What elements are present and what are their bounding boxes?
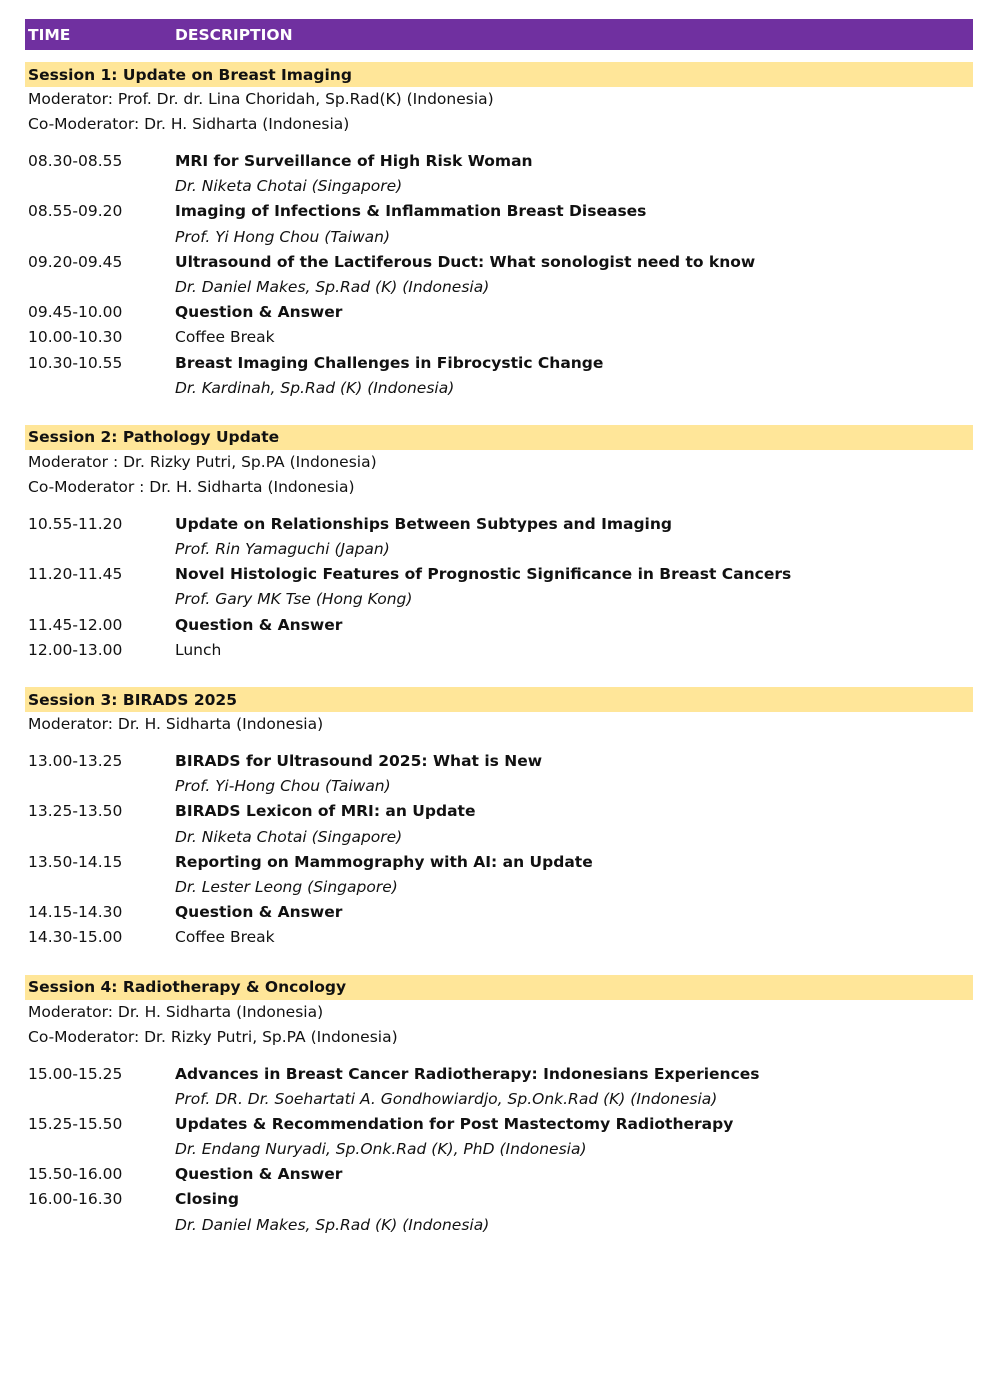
speaker-row [25,225,973,250]
moderator-line: Moderator: Dr. H. Sidharta (Indonesia) [28,1002,324,1021]
talk-title: Lunch [175,640,222,659]
talk-title: Question & Answer [175,615,343,634]
moderator-line: Co-Moderator: Dr. H. Sidharta (Indonesia) [28,115,350,133]
talk-title: Coffee Break [175,928,275,947]
time-spacer [25,825,175,850]
time-spacer [25,774,175,799]
time-slot: 15.00-15.25 [28,1064,123,1083]
session-items [25,1062,973,1238]
time-slot: 14.15-14.30 [28,903,123,922]
speaker-name: Dr. Kardinah, Sp.Rad (K) (Indonesia) [175,378,455,397]
session-block [25,425,973,663]
time-spacer [25,376,175,401]
talk-title: Breast Imaging Challenges in Fibrocystic Change [175,353,604,372]
time-slot: 08.55-09.20 [28,202,123,221]
talk-title: Update on Relationships Between Subtypes and Imaging [175,514,672,533]
schedule-row [25,613,973,638]
speaker-row [25,275,973,300]
talk-title: Novel Histologic Features of Prognostic Significance in Breast Cancers [175,565,792,584]
speaker-row [25,1087,973,1112]
talk-title: Imaging of Infections & Inflammation Breast Diseases [175,202,647,221]
session-block [25,62,973,401]
moderator-line: Moderator : Dr. Rizky Putri, Sp.PA (Indonesia) [28,452,377,471]
speaker-name: Prof. Yi-Hong Chou (Taiwan) [175,777,391,796]
speaker-name: Dr. Niketa Chotai (Singapore) [175,177,403,196]
time-slot: 16.00-16.30 [28,1190,123,1209]
talk-title: Reporting on Mammography with AI: an Update [175,852,593,871]
speaker-row [25,174,973,199]
schedule-row [25,149,973,174]
talk-title: Updates & Recommendation for Post Mastectomy Radiotherapy [175,1114,734,1133]
schedule-row [25,250,973,275]
speaker-row [25,1137,973,1162]
schedule-row [25,562,973,587]
session-items [25,749,973,951]
speaker-row [25,774,973,799]
speaker-name: Prof. DR. Dr. Soehartati A. Gondhowiardjo, Sp.Onk.Rad (K) (Indonesia) [175,1089,718,1108]
talk-title: Question & Answer [175,303,343,322]
table-header [25,19,973,50]
time-spacer [25,587,175,612]
moderator-line: Co-Moderator : Dr. H. Sidharta (Indonesia) [28,477,355,496]
session-block [25,975,973,1238]
session-items [25,149,973,401]
moderator-line: Co-Moderator: Dr. Rizky Putri, Sp.PA (Indonesia) [28,1027,398,1046]
time-slot: 10.30-10.55 [28,353,123,372]
time-slot: 10.00-10.30 [28,328,123,347]
schedule-row [25,799,973,824]
talk-title: Closing [175,1190,240,1209]
schedule-row [25,1162,973,1187]
talk-title: BIRADS Lexicon of MRI: an Update [175,802,476,821]
time-slot: 11.20-11.45 [28,565,123,584]
time-column-header: TIME [28,25,71,44]
time-spacer [25,1137,175,1162]
speaker-row [25,875,973,900]
schedule-row [25,1112,973,1137]
time-spacer [25,174,175,199]
speaker-name: Prof. Gary MK Tse (Hong Kong) [175,590,413,609]
time-spacer [25,537,175,562]
speaker-row [25,376,973,401]
session-title: Session 3: BIRADS 2025 [25,687,973,712]
schedule-row [25,351,973,376]
time-slot: 09.20-09.45 [28,252,123,271]
time-slot: 09.45-10.00 [28,303,123,322]
moderator-line: Moderator: Dr. H. Sidharta (Indonesia) [28,715,324,733]
talk-title: Ultrasound of the Lactiferous Duct: What sonologist need to know [175,252,756,271]
time-spacer [25,225,175,250]
schedule-page [25,19,973,1238]
talk-title: Question & Answer [175,903,343,922]
time-spacer [25,1087,175,1112]
talk-title: BIRADS for Ultrasound 2025: What is New [175,752,543,770]
schedule-row [25,199,973,224]
time-spacer [25,875,175,900]
schedule-row [25,1062,973,1087]
schedule-row [25,1187,973,1212]
time-slot: 13.50-14.15 [28,852,123,871]
time-slot: 15.50-16.00 [28,1165,123,1184]
speaker-row [25,825,973,850]
time-slot: 12.00-13.00 [28,640,123,659]
speaker-name: Dr. Endang Nuryadi, Sp.Onk.Rad (K), PhD (Indonesia) [175,1140,587,1159]
time-slot: 13.25-13.50 [28,802,123,821]
speaker-name: Prof. Yi Hong Chou (Taiwan) [175,227,391,246]
session-title: Session 2: Pathology Update [25,425,973,450]
time-slot: 11.45-12.00 [28,615,123,634]
speaker-row [25,587,973,612]
schedule-row [25,300,973,325]
schedule-row [25,850,973,875]
schedule-row [25,900,973,925]
speaker-name: Dr. Niketa Chotai (Singapore) [175,827,403,846]
session-title: Session 4: Radiotherapy & Oncology [25,975,973,1000]
time-spacer [25,1213,175,1238]
time-slot: 10.55-11.20 [28,514,123,533]
speaker-name: Dr. Daniel Makes, Sp.Rad (K) (Indonesia) [175,277,490,296]
session-title: Session 1: Update on Breast Imaging [25,62,973,87]
moderator-line: Moderator: Prof. Dr. dr. Lina Choridah, Sp.Rad(K) (Indonesia) [28,90,494,108]
session-block [25,687,973,951]
schedule-row [25,512,973,537]
session-items [25,512,973,663]
talk-title: Advances in Breast Cancer Radiotherapy: Indonesians Experiences [175,1064,760,1083]
time-spacer [25,275,175,300]
schedule-row [25,925,973,950]
schedule-row [25,638,973,663]
speaker-row [25,1213,973,1238]
time-slot: 08.30-08.55 [28,152,123,170]
schedule-row [25,749,973,774]
description-column-header: DESCRIPTION [175,25,293,44]
time-slot: 13.00-13.25 [28,752,123,770]
speaker-name: Dr. Lester Leong (Singapore) [175,877,398,896]
time-slot: 15.25-15.50 [28,1114,123,1133]
sessions-container [25,62,973,1238]
speaker-name: Dr. Daniel Makes, Sp.Rad (K) (Indonesia) [175,1215,490,1234]
talk-title: Question & Answer [175,1165,343,1184]
talk-title: Coffee Break [175,328,275,347]
talk-title: MRI for Surveillance of High Risk Woman [175,152,533,170]
speaker-row [25,537,973,562]
schedule-row [25,325,973,350]
time-slot: 14.30-15.00 [28,928,123,947]
speaker-name: Prof. Rin Yamaguchi (Japan) [175,540,390,559]
